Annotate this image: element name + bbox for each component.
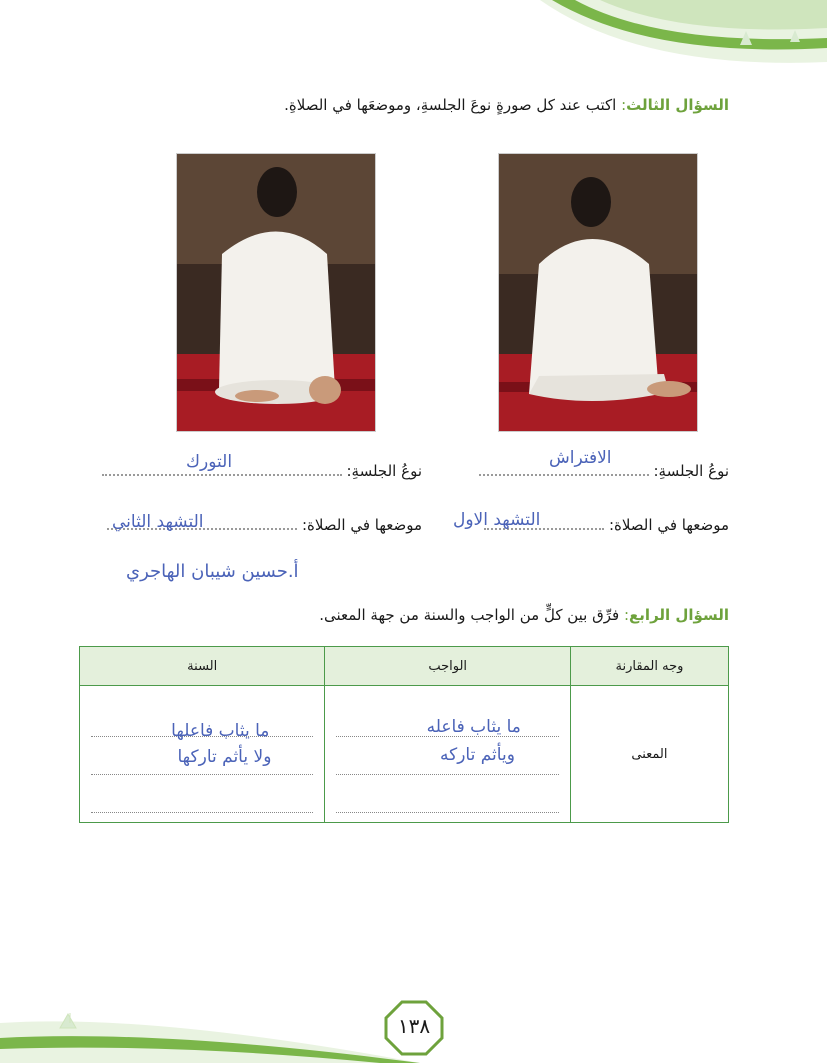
page-number-badge: [384, 1000, 444, 1056]
type-input-line-right[interactable]: [479, 473, 649, 476]
row-label-meaning: المعنى: [570, 686, 728, 823]
question-4-title: السؤال الرابع: [629, 606, 729, 624]
sunnah-answer-line1: ما يثاب فاعلها: [171, 721, 270, 741]
cell-wajib[interactable]: [325, 686, 571, 823]
wajib-answer-line1: ما يثاب فاعله: [426, 717, 521, 737]
cell-sunnah[interactable]: [80, 686, 325, 823]
question-3-separator: :: [621, 96, 627, 114]
type-input-line-left[interactable]: [102, 473, 342, 476]
answer-position-left: التشهد الثاني: [112, 512, 204, 532]
position-label-left: موضعها في الصلاة:: [301, 516, 422, 534]
photo-iftirash: [498, 153, 698, 432]
question-3-instruction: اكتب عند كل صورةٍ نوعَ الجلسةِ، وموضعَها في الصلاةِ.: [284, 96, 622, 114]
header-sunnah: السنة: [80, 647, 325, 686]
table-row: [80, 686, 729, 823]
page-number: ١٣٨: [397, 1014, 431, 1038]
question-3: [284, 96, 729, 114]
bottom-decoration: [0, 983, 420, 1063]
author-signature: أ.حسين شيبان الهاجري: [126, 561, 299, 582]
question-4: [319, 606, 729, 624]
question-4-separator: :: [623, 606, 630, 624]
wajib-answer-line2: ويأثم تاركه: [440, 745, 515, 765]
header-wajib: الواجب: [325, 647, 571, 686]
type-label-right: نوعُ الجلسةِ:: [653, 462, 729, 480]
position-label-right: موضعها في الصلاة:: [608, 516, 729, 534]
type-label-left: نوعُ الجلسةِ:: [346, 462, 422, 480]
question-4-instruction: فرِّق بين كلٍّ من الواجب والسنة من جهة المعنى.: [319, 606, 624, 624]
answer-type-right: الافتراش: [549, 448, 612, 468]
question-3-title: السؤال الثالث: [626, 96, 729, 114]
sitting-man-image-right: [499, 154, 697, 431]
sunnah-answer-line2: ولا يأثم تاركها: [177, 747, 272, 767]
top-decoration: [0, 0, 827, 110]
type-field-left: [102, 462, 422, 480]
sitting-man-image-left: [177, 154, 375, 431]
header-aspect: وجه المقارنة: [570, 647, 728, 686]
table-header-row: [80, 647, 729, 686]
answer-type-left: التورك: [186, 452, 233, 472]
photo-tawarruk: [176, 153, 376, 432]
comparison-table: [79, 646, 729, 823]
answer-position-right: التشهد الاول: [453, 510, 541, 530]
